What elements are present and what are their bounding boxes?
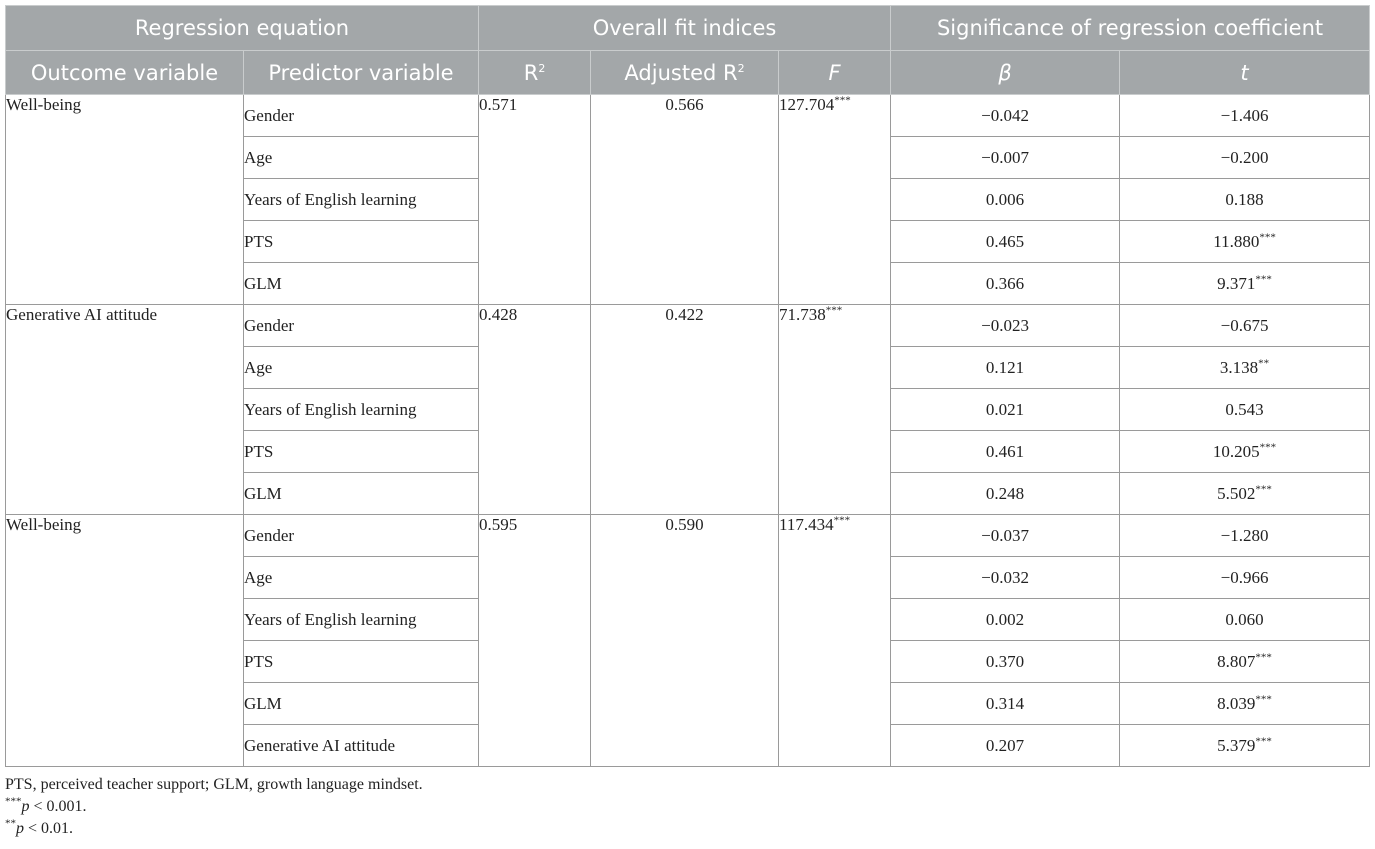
beta-cell: 0.314 [891, 683, 1120, 725]
note-p-01-stars: ** [5, 817, 16, 830]
predictor-variable-cell: Years of English learning [244, 599, 479, 641]
t-value: −0.966 [1220, 567, 1269, 587]
beta-cell: 0.207 [891, 725, 1120, 767]
f-statistic-cell [779, 305, 891, 515]
beta-cell: −0.023 [891, 305, 1120, 347]
t-cell [1120, 263, 1370, 305]
regression-table [5, 5, 1370, 767]
beta-cell: 0.366 [891, 263, 1120, 305]
t-value: 5.502 [1217, 483, 1256, 503]
t-significance: *** [1255, 650, 1272, 663]
note-p-001-text: < 0.001. [29, 798, 87, 815]
f-significance: *** [825, 304, 843, 317]
predictor-variable-cell: Gender [244, 305, 479, 347]
predictor-variable-cell: Age [244, 557, 479, 599]
header-significance-coefficient: Significance of regression coefficient [891, 6, 1370, 51]
beta-cell: −0.042 [891, 95, 1120, 137]
adjusted-r-squared-cell: 0.422 [591, 305, 779, 515]
predictor-variable-cell: PTS [244, 221, 479, 263]
f-value: 117.434 [779, 515, 834, 534]
predictor-variable-cell: Gender [244, 95, 479, 137]
t-cell [1120, 179, 1370, 221]
t-value: 9.371 [1217, 273, 1256, 293]
predictor-variable-cell: PTS [244, 431, 479, 473]
table-row [6, 95, 1370, 137]
t-cell [1120, 221, 1370, 263]
t-value: 10.205 [1212, 441, 1260, 461]
t-value: 8.039 [1217, 693, 1256, 713]
t-significance: *** [1259, 230, 1276, 243]
t-value: 11.880 [1213, 231, 1260, 251]
header-r-squared-sup: 2 [538, 61, 546, 75]
beta-cell: 0.465 [891, 221, 1120, 263]
t-cell [1120, 725, 1370, 767]
note-p-001 [5, 796, 423, 818]
t-cell [1120, 95, 1370, 137]
table-row [6, 515, 1370, 557]
header-adjusted-r-squared-sup: 2 [737, 61, 745, 75]
header-group-row [6, 6, 1370, 51]
predictor-variable-cell: GLM [244, 683, 479, 725]
t-value: −1.280 [1220, 525, 1269, 545]
header-outcome-variable: Outcome variable [6, 51, 244, 95]
t-cell [1120, 557, 1370, 599]
beta-cell: −0.007 [891, 137, 1120, 179]
t-cell [1120, 641, 1370, 683]
header-overall-fit-indices: Overall fit indices [479, 6, 891, 51]
f-statistic-cell [779, 95, 891, 305]
table-row [6, 305, 1370, 347]
t-significance: *** [1255, 272, 1272, 285]
f-value: 127.704 [779, 95, 835, 114]
t-value: −0.675 [1220, 315, 1269, 335]
t-significance: *** [1255, 482, 1272, 495]
t-value: −0.200 [1220, 147, 1269, 167]
note-abbreviations: PTS, perceived teacher support; GLM, growth language mindset. [5, 776, 423, 793]
header-r-squared [479, 51, 591, 95]
t-significance: ** [1258, 356, 1270, 369]
predictor-variable-cell: Generative AI attitude [244, 725, 479, 767]
f-significance: *** [833, 514, 851, 527]
t-cell [1120, 431, 1370, 473]
t-significance: *** [1255, 734, 1272, 747]
beta-cell: −0.037 [891, 515, 1120, 557]
predictor-variable-cell: Age [244, 347, 479, 389]
r-squared-cell: 0.571 [479, 95, 591, 305]
t-significance: *** [1255, 692, 1272, 705]
t-cell [1120, 683, 1370, 725]
t-cell [1120, 305, 1370, 347]
f-significance: *** [834, 94, 851, 107]
t-significance: *** [1259, 440, 1277, 453]
adjusted-r-squared-cell: 0.590 [591, 515, 779, 767]
outcome-variable-cell: Generative AI attitude [6, 305, 244, 515]
beta-cell: 0.121 [891, 347, 1120, 389]
note-p-01 [5, 818, 423, 840]
r-squared-cell: 0.595 [479, 515, 591, 767]
table-body [6, 95, 1370, 767]
header-predictor-variable: Predictor variable [244, 51, 479, 95]
adjusted-r-squared-cell: 0.566 [591, 95, 779, 305]
beta-cell: −0.032 [891, 557, 1120, 599]
f-statistic-cell [779, 515, 891, 767]
header-r-squared-base: R [523, 60, 539, 85]
predictor-variable-cell: Age [244, 137, 479, 179]
predictor-variable-cell: Years of English learning [244, 179, 479, 221]
header-t: t [1120, 51, 1370, 95]
r-squared-cell: 0.428 [479, 305, 591, 515]
predictor-variable-cell: Years of English learning [244, 389, 479, 431]
predictor-variable-cell: GLM [244, 473, 479, 515]
t-cell [1120, 347, 1370, 389]
header-f: F [779, 51, 891, 95]
note-p-01-text: < 0.01. [24, 820, 74, 837]
header-adjusted-r-squared-base: Adjusted R [624, 60, 738, 85]
t-value: 0.543 [1225, 399, 1264, 419]
header-regression-equation: Regression equation [6, 6, 479, 51]
header-beta: β [891, 51, 1120, 95]
header-column-row [6, 51, 1370, 95]
t-value: 0.060 [1225, 609, 1264, 629]
predictor-variable-cell: PTS [244, 641, 479, 683]
t-cell [1120, 599, 1370, 641]
header-adjusted-r-squared [591, 51, 779, 95]
t-value: 5.379 [1217, 735, 1256, 755]
f-value: 71.738 [779, 305, 826, 324]
beta-cell: 0.002 [891, 599, 1120, 641]
t-cell [1120, 389, 1370, 431]
outcome-variable-cell: Well-being [6, 515, 244, 767]
t-value: 3.138 [1219, 357, 1259, 377]
t-cell [1120, 515, 1370, 557]
beta-cell: 0.370 [891, 641, 1120, 683]
t-cell [1120, 473, 1370, 515]
t-value: 8.807 [1217, 651, 1256, 671]
beta-cell: 0.006 [891, 179, 1120, 221]
predictor-variable-cell: GLM [244, 263, 479, 305]
note-p-01-p: p [16, 820, 24, 837]
beta-cell: 0.021 [891, 389, 1120, 431]
predictor-variable-cell: Gender [244, 515, 479, 557]
note-p-001-p: p [21, 798, 30, 815]
outcome-variable-cell: Well-being [6, 95, 244, 305]
t-value: 0.188 [1225, 189, 1264, 209]
beta-cell: 0.461 [891, 431, 1120, 473]
beta-cell: 0.248 [891, 473, 1120, 515]
table-notes [5, 774, 423, 840]
t-value: −1.406 [1220, 105, 1269, 125]
note-p-001-stars: *** [5, 795, 22, 808]
t-cell [1120, 137, 1370, 179]
